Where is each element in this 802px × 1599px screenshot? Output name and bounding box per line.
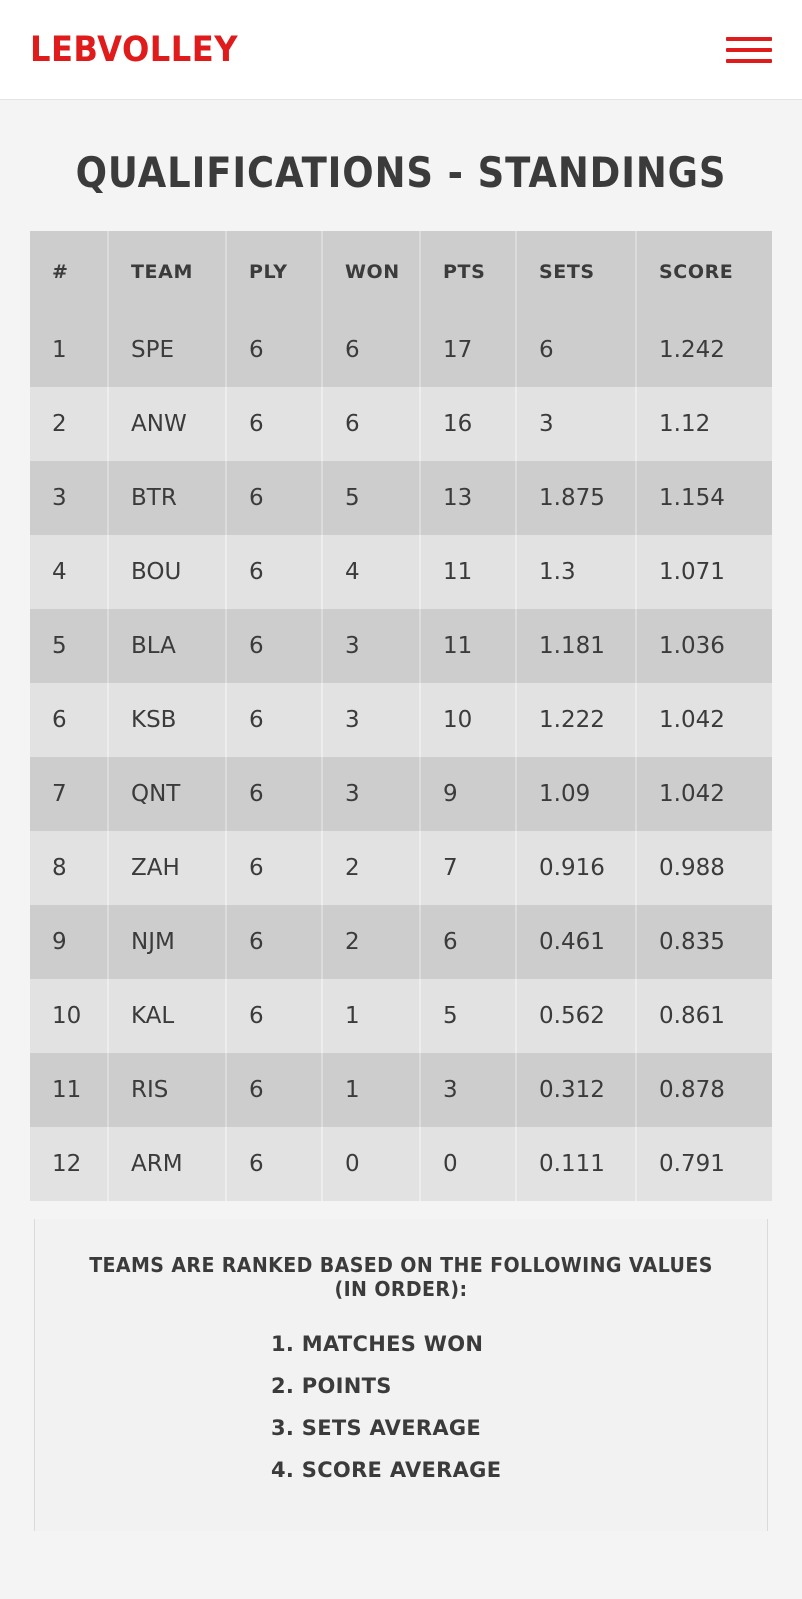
cell-ply: 6 bbox=[226, 535, 322, 609]
cell-ply: 6 bbox=[226, 461, 322, 535]
cell-won: 6 bbox=[322, 387, 420, 461]
cell-rank: 1 bbox=[30, 313, 108, 387]
cell-rank: 8 bbox=[30, 831, 108, 905]
cell-sets: 0.562 bbox=[516, 979, 636, 1053]
standings-table-wrapper bbox=[0, 231, 802, 1201]
cell-won: 2 bbox=[322, 831, 420, 905]
cell-won: 6 bbox=[322, 313, 420, 387]
table-header bbox=[30, 231, 772, 313]
cell-score: 1.242 bbox=[636, 313, 772, 387]
list-item: 4. SCORE AVERAGE bbox=[271, 1458, 502, 1482]
cell-pts: 13 bbox=[420, 461, 516, 535]
cell-rank: 5 bbox=[30, 609, 108, 683]
cell-ply: 6 bbox=[226, 609, 322, 683]
ranking-rules-title: TEAMS ARE RANKED BASED ON THE FOLLOWING VALUES (IN ORDER): bbox=[89, 1253, 713, 1301]
cell-sets: 1.222 bbox=[516, 683, 636, 757]
hamburger-bar bbox=[726, 59, 772, 63]
ranking-rules-note bbox=[34, 1219, 768, 1531]
table-row bbox=[30, 831, 772, 905]
cell-ply: 6 bbox=[226, 1127, 322, 1201]
cell-sets: 3 bbox=[516, 387, 636, 461]
cell-score: 0.861 bbox=[636, 979, 772, 1053]
cell-won: 1 bbox=[322, 979, 420, 1053]
cell-won: 1 bbox=[322, 1053, 420, 1127]
cell-score: 0.791 bbox=[636, 1127, 772, 1201]
cell-rank: 12 bbox=[30, 1127, 108, 1201]
cell-ply: 6 bbox=[226, 683, 322, 757]
hamburger-menu-icon[interactable] bbox=[726, 33, 772, 67]
column-header-team: TEAM bbox=[108, 231, 226, 313]
cell-team: KSB bbox=[108, 683, 226, 757]
table-row bbox=[30, 1053, 772, 1127]
cell-score: 1.042 bbox=[636, 757, 772, 831]
column-header-sets: SETS bbox=[516, 231, 636, 313]
cell-score: 1.042 bbox=[636, 683, 772, 757]
cell-pts: 5 bbox=[420, 979, 516, 1053]
cell-sets: 1.3 bbox=[516, 535, 636, 609]
table-body bbox=[30, 313, 772, 1201]
cell-pts: 3 bbox=[420, 1053, 516, 1127]
hamburger-bar bbox=[726, 37, 772, 41]
cell-pts: 7 bbox=[420, 831, 516, 905]
cell-pts: 10 bbox=[420, 683, 516, 757]
cell-rank: 11 bbox=[30, 1053, 108, 1127]
cell-won: 2 bbox=[322, 905, 420, 979]
cell-sets: 1.09 bbox=[516, 757, 636, 831]
cell-score: 0.878 bbox=[636, 1053, 772, 1127]
page-content bbox=[0, 100, 802, 1551]
ranking-rules-list bbox=[271, 1323, 531, 1491]
cell-team: ZAH bbox=[108, 831, 226, 905]
cell-team: BOU bbox=[108, 535, 226, 609]
cell-rank: 4 bbox=[30, 535, 108, 609]
cell-pts: 0 bbox=[420, 1127, 516, 1201]
table-row bbox=[30, 535, 772, 609]
cell-sets: 0.461 bbox=[516, 905, 636, 979]
cell-won: 0 bbox=[322, 1127, 420, 1201]
table-row bbox=[30, 979, 772, 1053]
table-row bbox=[30, 609, 772, 683]
cell-score: 1.154 bbox=[636, 461, 772, 535]
cell-sets: 6 bbox=[516, 313, 636, 387]
cell-team: ANW bbox=[108, 387, 226, 461]
cell-rank: 9 bbox=[30, 905, 108, 979]
cell-pts: 11 bbox=[420, 609, 516, 683]
cell-team: RIS bbox=[108, 1053, 226, 1127]
column-header-rank: # bbox=[30, 231, 108, 313]
table-row bbox=[30, 683, 772, 757]
table-row bbox=[30, 387, 772, 461]
table-row bbox=[30, 1127, 772, 1201]
cell-team: BLA bbox=[108, 609, 226, 683]
cell-won: 5 bbox=[322, 461, 420, 535]
cell-ply: 6 bbox=[226, 905, 322, 979]
cell-pts: 11 bbox=[420, 535, 516, 609]
cell-sets: 1.181 bbox=[516, 609, 636, 683]
column-header-pts: PTS bbox=[420, 231, 516, 313]
cell-team: QNT bbox=[108, 757, 226, 831]
cell-rank: 2 bbox=[30, 387, 108, 461]
cell-sets: 0.111 bbox=[516, 1127, 636, 1201]
table-row bbox=[30, 313, 772, 387]
cell-won: 3 bbox=[322, 683, 420, 757]
cell-score: 1.036 bbox=[636, 609, 772, 683]
list-item: 1. MATCHES WON bbox=[271, 1332, 484, 1356]
column-header-won: WON bbox=[322, 231, 420, 313]
cell-won: 3 bbox=[322, 757, 420, 831]
cell-won: 4 bbox=[322, 535, 420, 609]
cell-ply: 6 bbox=[226, 979, 322, 1053]
cell-sets: 0.312 bbox=[516, 1053, 636, 1127]
column-header-score: SCORE bbox=[636, 231, 772, 313]
hamburger-bar bbox=[726, 48, 772, 52]
cell-score: 1.071 bbox=[636, 535, 772, 609]
cell-sets: 1.875 bbox=[516, 461, 636, 535]
cell-score: 0.988 bbox=[636, 831, 772, 905]
table-row bbox=[30, 757, 772, 831]
table-header-row bbox=[30, 231, 772, 313]
cell-rank: 10 bbox=[30, 979, 108, 1053]
table-row bbox=[30, 905, 772, 979]
cell-pts: 6 bbox=[420, 905, 516, 979]
cell-pts: 9 bbox=[420, 757, 516, 831]
site-header bbox=[0, 0, 802, 100]
cell-score: 1.12 bbox=[636, 387, 772, 461]
list-item: 2. POINTS bbox=[271, 1374, 392, 1398]
standings-table bbox=[30, 231, 772, 1201]
cell-team: ARM bbox=[108, 1127, 226, 1201]
cell-team: KAL bbox=[108, 979, 226, 1053]
cell-score: 0.835 bbox=[636, 905, 772, 979]
cell-rank: 7 bbox=[30, 757, 108, 831]
page-title: QUALIFICATIONS - STANDINGS bbox=[75, 148, 727, 197]
table-row bbox=[30, 461, 772, 535]
cell-ply: 6 bbox=[226, 1053, 322, 1127]
column-header-ply: PLY bbox=[226, 231, 322, 313]
cell-team: SPE bbox=[108, 313, 226, 387]
cell-ply: 6 bbox=[226, 831, 322, 905]
cell-ply: 6 bbox=[226, 313, 322, 387]
cell-team: BTR bbox=[108, 461, 226, 535]
cell-rank: 6 bbox=[30, 683, 108, 757]
site-logo[interactable]: LEBVOLLEY bbox=[30, 29, 238, 70]
cell-pts: 16 bbox=[420, 387, 516, 461]
cell-won: 3 bbox=[322, 609, 420, 683]
cell-sets: 0.916 bbox=[516, 831, 636, 905]
cell-ply: 6 bbox=[226, 757, 322, 831]
list-item: 3. SETS AVERAGE bbox=[271, 1416, 482, 1440]
cell-team: NJM bbox=[108, 905, 226, 979]
cell-rank: 3 bbox=[30, 461, 108, 535]
cell-ply: 6 bbox=[226, 387, 322, 461]
cell-pts: 17 bbox=[420, 313, 516, 387]
